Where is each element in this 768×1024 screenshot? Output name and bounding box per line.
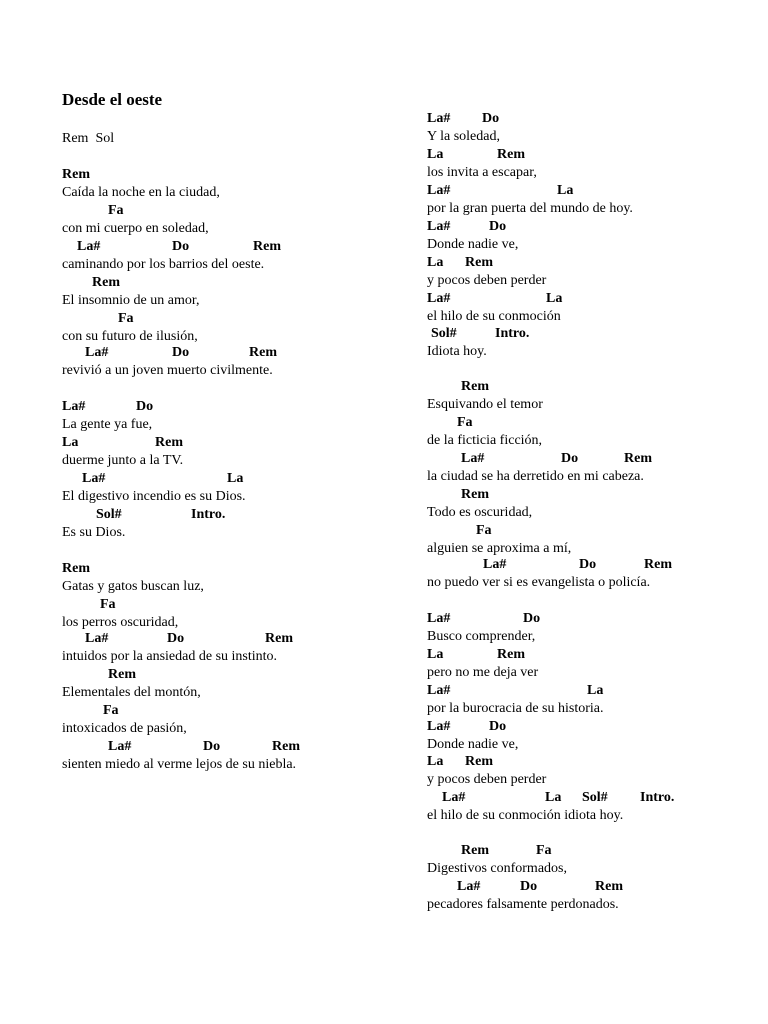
lyric-line: por la burocracia de su historia. <box>427 701 604 716</box>
lyric-line: sienten miedo al verme lejos de su niebla. <box>62 757 297 772</box>
chord: La# <box>77 239 101 254</box>
chord: La <box>427 255 444 270</box>
chord: Do <box>561 451 579 466</box>
lyric-line: El insomnio de un amor, <box>62 293 200 308</box>
chord: La# <box>108 739 132 754</box>
chord: Intro. <box>640 790 675 805</box>
chord: Fa <box>108 203 124 218</box>
chord: La <box>62 435 79 450</box>
chord: Fa <box>536 843 552 858</box>
chord: Fa <box>118 311 134 326</box>
intro-chords: Rem Sol <box>62 131 115 146</box>
chord: La# <box>85 345 109 360</box>
lyric-line: y pocos deben perder <box>427 273 547 288</box>
chord: Do <box>523 611 541 626</box>
chord: La# <box>427 183 451 198</box>
chord: La# <box>85 631 109 646</box>
lyric-line: el hilo de su conmoción idiota hoy. <box>427 808 624 823</box>
chord: Intro. <box>495 326 530 341</box>
chord: Rem <box>249 345 277 360</box>
chord: Fa <box>457 415 473 430</box>
chord: La <box>427 754 444 769</box>
lyric-line: Donde nadie ve, <box>427 737 519 752</box>
chord: Do <box>579 557 597 572</box>
chord: La# <box>461 451 485 466</box>
lyric-line: intuidos por la ansiedad de su instinto. <box>62 649 278 664</box>
chord: La <box>546 291 563 306</box>
lyric-line: Todo es oscuridad, <box>427 505 533 520</box>
lyric-line: pecadores falsamente perdonados. <box>427 897 619 912</box>
lyric-line: La gente ya fue, <box>62 417 153 432</box>
chord: Fa <box>100 597 116 612</box>
lyric-line: alguien se aproxima a mí, <box>427 541 572 556</box>
chord: Rem <box>461 843 489 858</box>
chord: Rem <box>465 255 493 270</box>
chord: Fa <box>476 523 492 538</box>
lyric-line: Elementales del montón, <box>62 685 201 700</box>
chord: Do <box>489 719 507 734</box>
chord: Rem <box>465 754 493 769</box>
lyric-line: con su futuro de ilusión, <box>62 329 198 344</box>
chord: La <box>227 471 244 486</box>
chord: Do <box>203 739 221 754</box>
lyric-line: Esquivando el temor <box>427 397 543 412</box>
chord: Rem <box>272 739 300 754</box>
chord: La# <box>427 683 451 698</box>
chord: Do <box>172 239 190 254</box>
lyric-line: y pocos deben perder <box>427 772 547 787</box>
chord: La# <box>457 879 481 894</box>
lyric-line: Caída la noche en la ciudad, <box>62 185 220 200</box>
chord: Rem <box>497 147 525 162</box>
lyric-line: revivió a un joven muerto civilmente. <box>62 363 273 378</box>
chord: Rem <box>62 167 90 182</box>
chord: La# <box>82 471 106 486</box>
lyric-line: Idiota hoy. <box>427 344 487 359</box>
chord: La <box>427 647 444 662</box>
lyric-line: con mi cuerpo en soledad, <box>62 221 209 236</box>
lyric-line: por la gran puerta del mundo de hoy. <box>427 201 633 216</box>
lyric-line: no puedo ver si es evangelista o policía. <box>427 575 651 590</box>
lyric-line: pero no me deja ver <box>427 665 539 680</box>
chord: La <box>587 683 604 698</box>
chord: La# <box>442 790 466 805</box>
chord: Rem <box>92 275 120 290</box>
chord: Do <box>172 345 190 360</box>
lyric-line: los invita a escapar, <box>427 165 537 180</box>
lyric-line: El digestivo incendio es su Dios. <box>62 489 246 504</box>
lyric-line: duerme junto a la TV. <box>62 453 184 468</box>
chord: Do <box>489 219 507 234</box>
lyric-line: Donde nadie ve, <box>427 237 519 252</box>
chord: Rem <box>461 487 489 502</box>
lyric-line: Y la soledad, <box>427 129 500 144</box>
lyric-line: Es su Dios. <box>62 525 126 540</box>
chord: Intro. <box>191 507 226 522</box>
chord: La# <box>483 557 507 572</box>
chord: Sol# <box>431 326 457 341</box>
chord: Sol# <box>582 790 608 805</box>
chord: La <box>427 147 444 162</box>
chord: Rem <box>595 879 623 894</box>
lyric-line: Digestivos conformados, <box>427 861 567 876</box>
chord: La# <box>427 291 451 306</box>
lyric-line: Gatas y gatos buscan luz, <box>62 579 204 594</box>
chord: Rem <box>265 631 293 646</box>
chord: La <box>557 183 574 198</box>
lyric-line: la ciudad se ha derretido en mi cabeza. <box>427 469 644 484</box>
chord: La# <box>427 719 451 734</box>
lyric-line: el hilo de su conmoción <box>427 309 561 324</box>
chord: La# <box>427 611 451 626</box>
chord: Rem <box>461 379 489 394</box>
lyric-line: de la ficticia ficción, <box>427 433 543 448</box>
chord: La# <box>427 111 451 126</box>
song-title: Desde el oeste <box>62 90 163 109</box>
chord: Rem <box>497 647 525 662</box>
chord: La# <box>427 219 451 234</box>
chord: Do <box>482 111 500 126</box>
chord: La# <box>62 399 86 414</box>
chord: La <box>545 790 562 805</box>
chord: Do <box>167 631 185 646</box>
chord: Rem <box>253 239 281 254</box>
chord: Rem <box>62 561 90 576</box>
lyric-line: Busco comprender, <box>427 629 536 644</box>
lyric-line: caminando por los barrios del oeste. <box>62 257 265 272</box>
chord: Rem <box>155 435 183 450</box>
lyric-line: los perros oscuridad, <box>62 615 179 630</box>
chord: Do <box>136 399 154 414</box>
chord: Rem <box>644 557 672 572</box>
chord: Fa <box>103 703 119 718</box>
chord: Do <box>520 879 538 894</box>
lyric-line: intoxicados de pasión, <box>62 721 187 736</box>
chord: Sol# <box>96 507 122 522</box>
chord: Rem <box>108 667 136 682</box>
chord: Rem <box>624 451 652 466</box>
